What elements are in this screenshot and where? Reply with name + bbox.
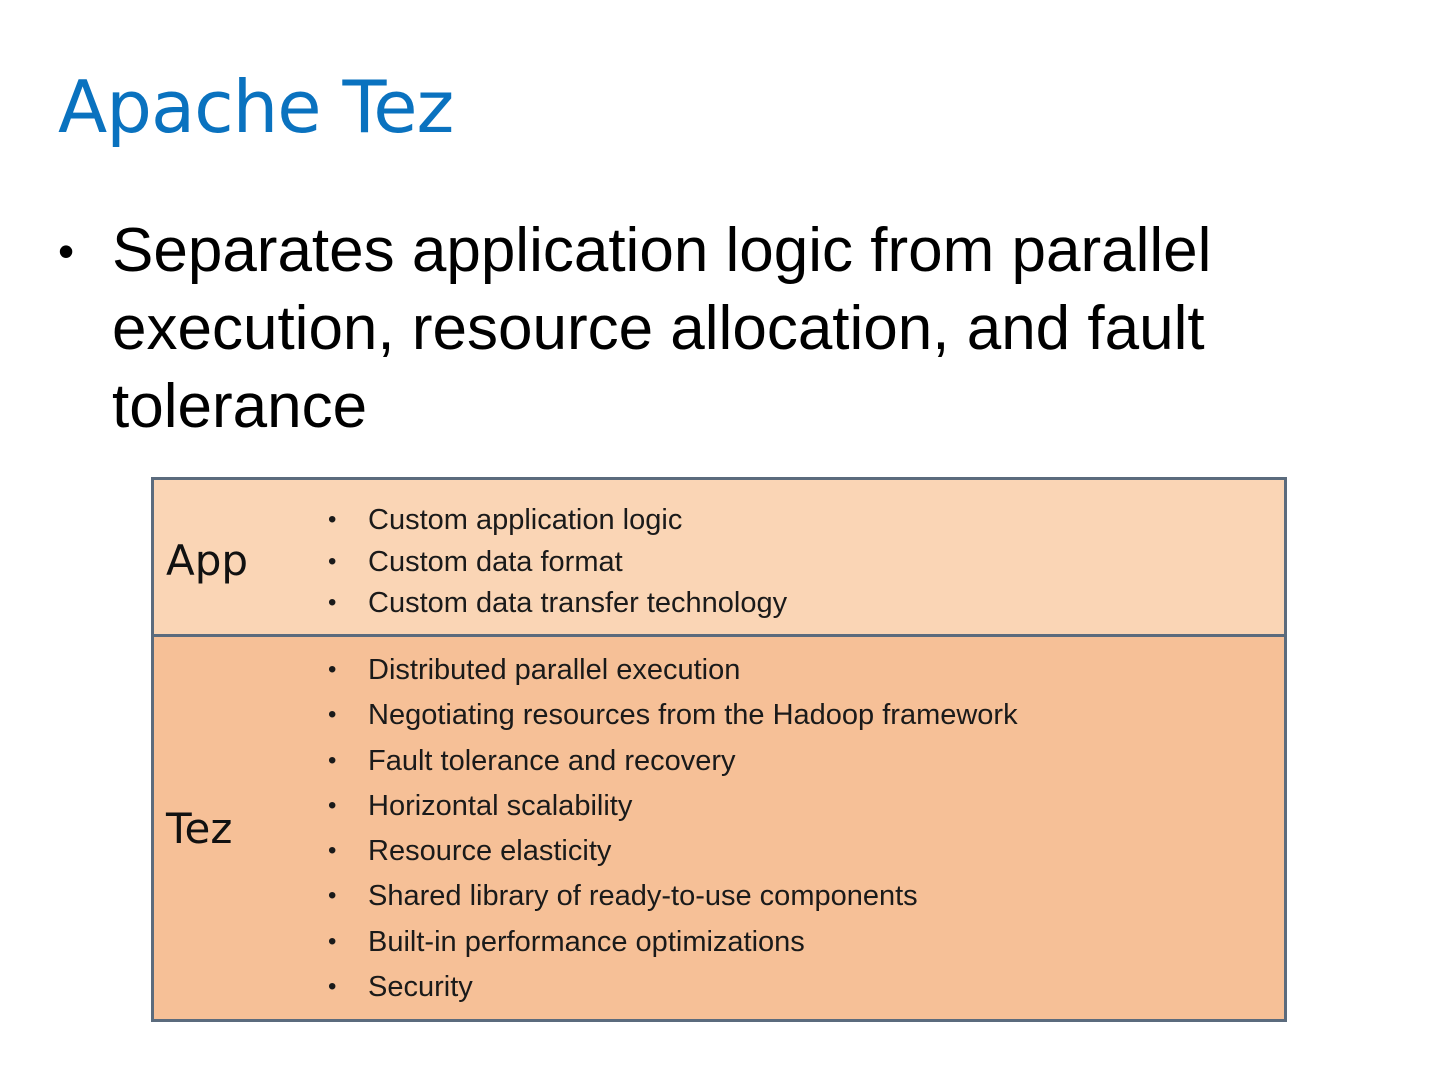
list-item: • Custom data format bbox=[318, 543, 1284, 585]
list-item: • Built-in performance optimizations bbox=[318, 923, 1284, 968]
list-item: • Negotiating resources from the Hadoop framework bbox=[318, 696, 1284, 741]
bullet-item bbox=[58, 212, 1308, 446]
bullet-marker: • bbox=[58, 225, 75, 277]
slide-title: Apache Tez bbox=[58, 65, 454, 149]
list-item: • Horizontal scalability bbox=[318, 787, 1284, 832]
list-item: • Resource elasticity bbox=[318, 832, 1284, 877]
list-item: • Fault tolerance and recovery bbox=[318, 742, 1284, 787]
tez-layer-items bbox=[318, 637, 1284, 1019]
tez-layer-label: Tez bbox=[166, 803, 233, 853]
bullet-text: Separates application logic from parallel execution, resource allocation, and fault tolerance bbox=[112, 216, 1212, 441]
list-item: • Custom data transfer technology bbox=[318, 584, 1284, 626]
list-item: • Security bbox=[318, 968, 1284, 1013]
app-layer bbox=[154, 480, 1284, 637]
list-item: • Custom application logic bbox=[318, 501, 1284, 543]
tez-layer bbox=[154, 637, 1284, 1019]
app-layer-items bbox=[318, 480, 1284, 634]
list-item: • Distributed parallel execution bbox=[318, 651, 1284, 696]
app-layer-label: App bbox=[166, 535, 249, 585]
layer-diagram bbox=[151, 477, 1287, 1022]
list-item: • Shared library of ready-to-use components bbox=[318, 877, 1284, 922]
